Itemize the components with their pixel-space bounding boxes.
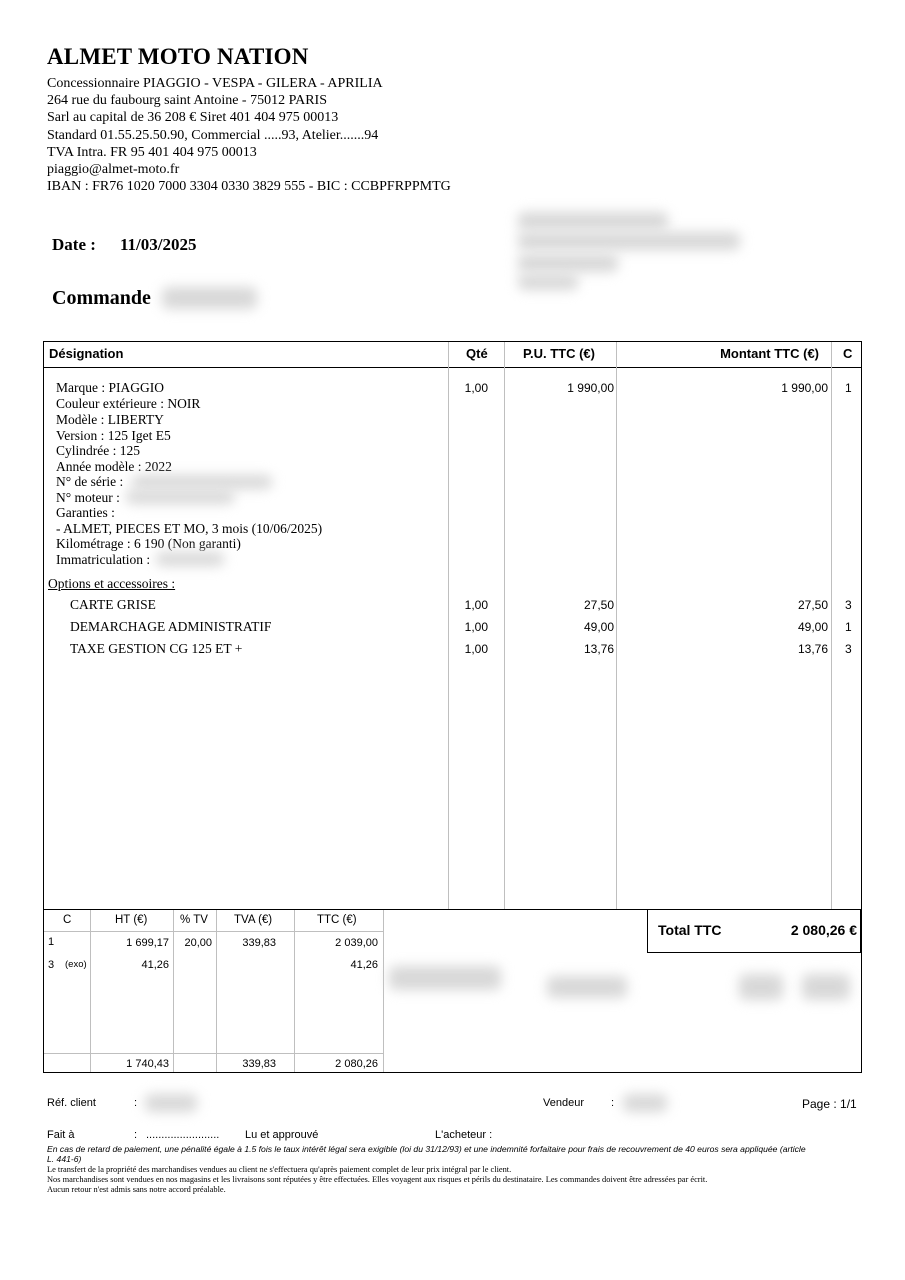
vat-header-tv: % TV bbox=[180, 914, 208, 926]
vat-total-ttc: 2 080,26 bbox=[335, 1058, 378, 1070]
fait-a-colon: : bbox=[134, 1129, 138, 1141]
fait-a-blank: ........................ bbox=[146, 1129, 220, 1141]
vat-header-c: C bbox=[63, 914, 72, 926]
company-line: 264 rue du faubourg saint Antoine - 75012 PARIS bbox=[47, 93, 327, 109]
option-c: 3 bbox=[845, 642, 852, 656]
vehicle-line: Marque : PIAGGIO bbox=[56, 380, 164, 395]
vehicle-line: Garanties : bbox=[56, 505, 115, 520]
ref-client-colon: : bbox=[134, 1097, 138, 1109]
vehicle-line: Kilométrage : 6 190 (Non garanti) bbox=[56, 536, 241, 551]
redacted-customer-address bbox=[518, 274, 578, 290]
date-label: Date : bbox=[52, 235, 96, 254]
vat-header-tva: TVA (€) bbox=[234, 914, 273, 926]
vehicle-montant: 1 990,00 bbox=[781, 381, 828, 395]
redacted-signature bbox=[547, 976, 627, 998]
header-c: C bbox=[843, 346, 853, 361]
legal-returns: Aucun retour n'est admis sans notre accord préalable. bbox=[47, 1185, 226, 1194]
vat-header-ht: HT (€) bbox=[115, 914, 148, 926]
vat-row-tv: 20,00 bbox=[184, 937, 212, 949]
total-value: 2 080,26 € bbox=[790, 922, 857, 938]
ref-client-label: Réf. client bbox=[47, 1097, 96, 1109]
legal-penalty: En cas de retard de paiement, une pénalité égale à 1.5 fois le taux intérêt légal sera exigible (loi du 31/12/93) et une indemnité forfaitaire pour frais de recouvrement de 40 euros sera appliquée (article bbox=[47, 1144, 806, 1154]
vehicle-line: Année modèle : 2022 bbox=[56, 459, 172, 474]
redacted-customer-address bbox=[518, 254, 618, 272]
redacted-signature bbox=[389, 966, 501, 990]
vehicle-c: 1 bbox=[845, 381, 852, 395]
redacted-engine-number bbox=[126, 490, 234, 504]
option-label: TAXE GESTION CG 125 ET + bbox=[70, 641, 243, 656]
vehicle-line: Version : 125 Iget E5 bbox=[56, 428, 171, 443]
option-montant: 27,50 bbox=[797, 598, 828, 612]
vat-row-ht: 41,26 bbox=[141, 959, 169, 971]
option-c: 3 bbox=[845, 598, 852, 612]
redacted-signature bbox=[739, 974, 783, 1000]
header-montant: Montant TTC (€) bbox=[720, 346, 819, 361]
vehicle-line: Couleur extérieure : NOIR bbox=[56, 396, 201, 411]
redacted-registration bbox=[156, 552, 224, 566]
vehicle-line: N° de série : bbox=[56, 474, 124, 489]
option-qte: 1,00 bbox=[464, 598, 488, 612]
vat-total-ht: 1 740,43 bbox=[126, 1058, 169, 1070]
redacted-customer-address bbox=[518, 232, 740, 250]
option-c: 1 bbox=[845, 620, 852, 634]
legal-delivery: Nos marchandises sont vendues en nos magasins et les livraisons sont réputées y être effectuées. Elles voyagent aux risques et périls du destinataire. Les commandes doivent être adressées par écrit. bbox=[47, 1175, 708, 1184]
option-pu: 13,76 bbox=[583, 642, 614, 656]
vendeur-colon: : bbox=[611, 1097, 615, 1109]
total-box bbox=[647, 910, 861, 953]
vat-row-ttc: 2 039,00 bbox=[335, 937, 378, 949]
company-line: Concessionnaire PIAGGIO - VESPA - GILERA - APRILIA bbox=[47, 76, 383, 91]
company-line: IBAN : FR76 1020 7000 3304 0330 3829 555 - BIC : CCBPFRPPMTG bbox=[47, 179, 451, 195]
redacted-ref-client bbox=[145, 1094, 197, 1112]
vat-row-c: 3 bbox=[48, 959, 55, 971]
company-name: ALMET MOTO NATION bbox=[47, 44, 309, 69]
vat-header-ttc: TTC (€) bbox=[317, 914, 357, 926]
options-title: Options et accessoires : bbox=[48, 576, 176, 591]
legal-penalty-ref: L. 441-6) bbox=[47, 1154, 82, 1164]
vat-row-ht: 1 699,17 bbox=[126, 937, 169, 949]
vehicle-qte: 1,00 bbox=[464, 381, 488, 395]
company-email: piaggio@almet-moto.fr bbox=[47, 162, 180, 178]
date-value: 11/03/2025 bbox=[120, 235, 197, 254]
legal-ownership: Le transfert de la propriété des marchandises vendues au client ne s'effectuera qu'après paiement complet de leur prix intégral par le client. bbox=[47, 1165, 512, 1174]
vehicle-line: N° moteur : bbox=[56, 490, 120, 505]
vat-total-tva: 339,83 bbox=[242, 1058, 276, 1070]
header-qte: Qté bbox=[466, 346, 488, 361]
header-designation: Désignation bbox=[49, 346, 124, 361]
commande-label: Commande bbox=[52, 287, 151, 309]
company-line: Standard 01.55.25.50.90, Commercial .....93, Atelier.......94 bbox=[47, 127, 379, 143]
header-pu: P.U. TTC (€) bbox=[523, 346, 595, 361]
acheteur-label: L'acheteur : bbox=[435, 1129, 493, 1141]
lu-approuve: Lu et approuvé bbox=[245, 1129, 319, 1141]
vehicle-line: Modèle : LIBERTY bbox=[56, 412, 164, 427]
option-label: CARTE GRISE bbox=[70, 597, 156, 612]
vat-row-ttc: 41,26 bbox=[350, 959, 378, 971]
vendeur-label: Vendeur bbox=[543, 1097, 584, 1109]
option-montant: 49,00 bbox=[797, 620, 828, 634]
redacted-customer-address bbox=[518, 212, 668, 230]
items-table bbox=[43, 341, 862, 910]
redacted-vendeur bbox=[623, 1094, 667, 1112]
redacted-order-number bbox=[162, 287, 257, 309]
option-pu: 49,00 bbox=[583, 620, 614, 634]
company-info bbox=[47, 75, 451, 195]
vehicle-line: - ALMET, PIECES ET MO, 3 mois (10/06/2025) bbox=[56, 521, 323, 536]
vehicle-line: Immatriculation : bbox=[56, 552, 151, 567]
redacted-signature bbox=[802, 974, 850, 1000]
option-label: DEMARCHAGE ADMINISTRATIF bbox=[70, 619, 272, 634]
company-line: TVA Intra. FR 95 401 404 975 00013 bbox=[47, 144, 257, 160]
vat-row-tva: 339,83 bbox=[242, 937, 276, 949]
option-qte: 1,00 bbox=[464, 620, 488, 634]
option-montant: 13,76 bbox=[797, 642, 828, 656]
option-pu: 27,50 bbox=[583, 598, 614, 612]
vat-row-exo: (exo) bbox=[65, 959, 87, 970]
vat-row-c: 1 bbox=[48, 936, 55, 948]
total-label: Total TTC bbox=[658, 922, 722, 938]
page-number: Page : 1/1 bbox=[802, 1097, 857, 1111]
vehicle-line: Cylindrée : 125 bbox=[56, 443, 140, 458]
redacted-serial-number bbox=[132, 475, 272, 489]
company-line: Sarl au capital de 36 208 € Siret 401 404 975 00013 bbox=[47, 110, 339, 126]
fait-a-label: Fait à bbox=[47, 1129, 75, 1141]
option-qte: 1,00 bbox=[464, 642, 488, 656]
vehicle-pu: 1 990,00 bbox=[567, 381, 614, 395]
